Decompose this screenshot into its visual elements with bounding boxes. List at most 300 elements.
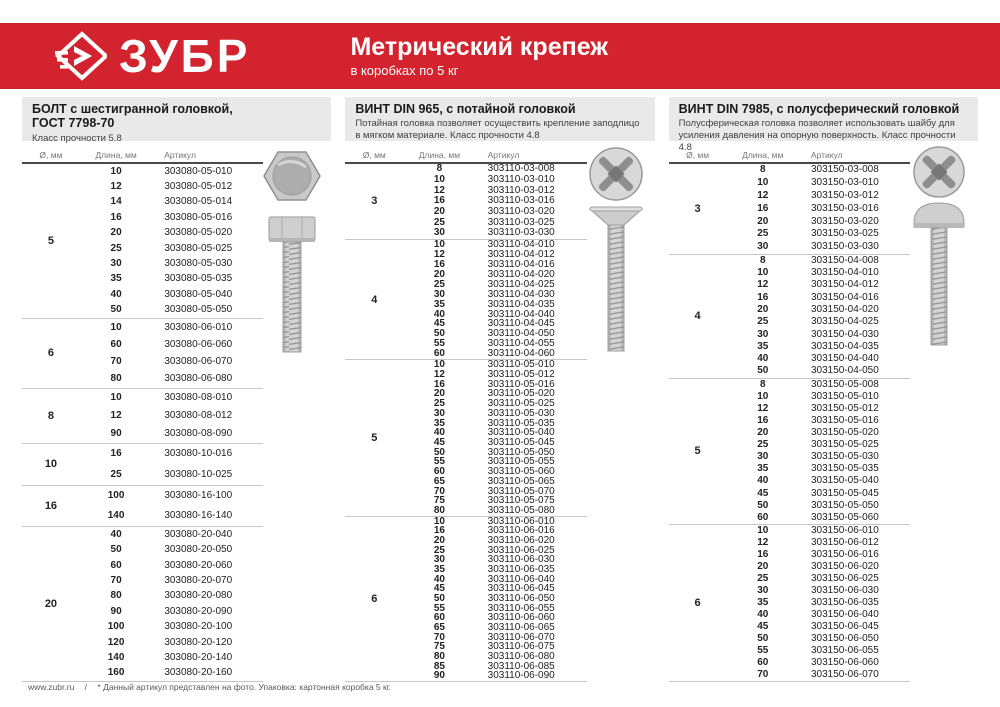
table-row: [403, 349, 586, 359]
length-value: 50: [433, 593, 445, 605]
article-value: 303150-05-012: [810, 402, 879, 414]
length-value: 35: [757, 340, 769, 352]
table-row: [727, 403, 910, 415]
diameter-value: 5: [47, 234, 54, 247]
table-row: [403, 228, 586, 239]
section-description: Класс прочности 5.8: [32, 132, 122, 144]
zubr-logo: [55, 31, 250, 81]
article-value: 303110-05-070: [487, 485, 555, 497]
length-value: 80: [433, 505, 445, 517]
article-value: 303080-05-012: [164, 181, 233, 193]
length-value: 40: [433, 308, 445, 320]
article-value: 303110-06-016: [487, 525, 555, 537]
length-value: 60: [110, 559, 122, 571]
article-value: 303110-04-010: [487, 238, 555, 250]
column-header-length: Длина, мм: [95, 149, 137, 160]
length-value: 25: [433, 216, 445, 228]
article-value: 303110-06-030: [487, 554, 555, 566]
table-row: [727, 537, 910, 549]
article-value: 303150-04-012: [810, 279, 879, 291]
table-row: [727, 177, 910, 190]
length-value: 8: [759, 378, 766, 390]
table-header-row: [669, 147, 910, 164]
length-value: 20: [757, 427, 769, 439]
length-value: 40: [110, 288, 122, 300]
article-value: 303110-05-055: [487, 456, 555, 468]
table-row: [80, 573, 263, 588]
length-value: 30: [433, 288, 445, 300]
article-value: 303110-04-012: [487, 248, 555, 260]
diameter-group-4: [345, 240, 586, 361]
article-value: 303150-06-050: [810, 632, 879, 644]
article-value: 303080-20-160: [164, 667, 233, 679]
table-row: [727, 463, 910, 475]
article-value: 303110-04-025: [487, 278, 555, 290]
table-row: [403, 506, 586, 516]
length-value: 140: [107, 651, 125, 663]
length-value: 75: [433, 495, 445, 507]
length-value: 10: [110, 391, 122, 403]
length-value: 45: [757, 620, 769, 632]
table-row: [727, 439, 910, 451]
section-screw-din-7985: [669, 97, 978, 682]
section-header: [345, 97, 654, 141]
table-row: [727, 500, 910, 512]
length-value: 16: [757, 414, 769, 426]
length-value: 10: [110, 321, 122, 333]
table-row: [727, 267, 910, 279]
table-header-row: [22, 147, 263, 164]
article-value: 303110-03-016: [487, 195, 555, 207]
article-value: 303080-16-100: [164, 489, 233, 501]
article-value: 303080-20-100: [164, 621, 233, 633]
table-row: [80, 319, 263, 336]
article-value: 303080-20-060: [164, 559, 233, 571]
length-value: 35: [433, 564, 445, 576]
length-value: 140: [107, 509, 125, 521]
length-value: 20: [757, 304, 769, 315]
length-value: 16: [433, 525, 445, 537]
article-value: 303150-04-020: [810, 304, 879, 315]
article-value: 303110-03-010: [487, 174, 555, 185]
table-row: [80, 506, 263, 526]
pan-head-screw-photo: [900, 145, 978, 357]
table-row: [727, 391, 910, 403]
table-row: [727, 657, 910, 669]
length-value: 50: [433, 446, 445, 458]
article-value: 303080-05-010: [164, 165, 233, 177]
length-value: 120: [107, 636, 125, 648]
article-value: 303150-06-020: [810, 560, 879, 572]
length-value: 10: [433, 174, 445, 185]
article-value: 303110-05-040: [487, 427, 555, 439]
table-row: [80, 353, 263, 370]
article-value: 303150-05-030: [810, 451, 879, 463]
article-value: 303150-04-050: [810, 365, 879, 377]
length-value: 55: [433, 456, 445, 468]
length-value: 20: [110, 227, 122, 239]
column-header-length: Длина, мм: [418, 149, 461, 160]
article-value: 303110-06-025: [487, 544, 555, 556]
table-row: [80, 407, 263, 425]
length-value: 8: [759, 254, 766, 266]
length-value: 35: [757, 596, 769, 608]
length-value: 80: [110, 590, 122, 602]
diameter-group-5: [22, 164, 263, 319]
section-description: Потайная головка позволяет осуществить крепление заподлицо в мягком материале. Класс прочности 4.8: [355, 118, 640, 142]
table-row: [80, 210, 263, 225]
table-row: [727, 621, 910, 633]
length-value: 25: [757, 439, 769, 451]
table-row: [727, 609, 910, 621]
column-header-article: Артикул: [810, 149, 843, 160]
column-header-diameter: Ø, мм: [362, 149, 386, 160]
article-value: 303080-20-070: [164, 574, 233, 586]
article-value: 303110-03-030: [487, 227, 555, 239]
article-value: 303110-06-035: [487, 564, 555, 576]
section-table: [345, 147, 586, 682]
length-value: 30: [757, 451, 769, 463]
article-value: 303150-06-060: [810, 656, 879, 668]
article-value: 303080-05-014: [164, 196, 233, 208]
table-row: [727, 365, 910, 377]
page-title: Метрический крепеж: [350, 32, 608, 61]
length-value: 40: [433, 427, 445, 439]
length-value: 70: [110, 355, 122, 367]
length-value: 20: [433, 388, 445, 400]
length-value: 20: [433, 206, 445, 218]
table-row: [80, 241, 263, 256]
length-value: 30: [757, 328, 769, 340]
diameter-group-6: [22, 319, 263, 389]
table-row: [80, 558, 263, 573]
table-body: [22, 164, 263, 682]
article-value: 303080-05-035: [164, 273, 233, 285]
article-value: 303150-06-025: [810, 572, 879, 584]
length-value: 12: [110, 410, 122, 421]
section-title: БОЛТ с шестигранной головкой, ГОСТ 7798-70: [32, 102, 233, 131]
article-value: 303080-08-090: [164, 428, 233, 440]
length-value: 25: [757, 572, 769, 584]
column-header-length: Длина, мм: [742, 149, 784, 160]
article-value: 303110-06-075: [487, 641, 555, 653]
length-value: 45: [433, 318, 445, 330]
article-value: 303110-06-010: [487, 515, 555, 527]
article-value: 303110-05-030: [487, 407, 555, 419]
article-value: 303110-04-030: [487, 288, 555, 300]
length-value: 70: [433, 631, 445, 643]
table-row: [80, 389, 263, 407]
table-row: [727, 585, 910, 597]
section-table: [22, 147, 263, 682]
column-header-article: Артикул: [487, 149, 520, 160]
footer-separator: /: [84, 682, 88, 692]
length-value: 60: [433, 348, 445, 360]
table-row: [727, 190, 910, 203]
site-url: www.zubr.ru: [28, 682, 75, 692]
article-value: 303110-05-060: [487, 466, 555, 478]
length-value: 10: [757, 267, 769, 279]
article-value: 303150-06-055: [810, 644, 879, 656]
table-row: [80, 226, 263, 241]
table-row: [80, 666, 263, 681]
length-value: 55: [757, 644, 769, 656]
length-value: 60: [757, 656, 769, 668]
article-value: 303150-04-030: [810, 328, 879, 340]
length-value: 50: [757, 365, 769, 377]
table-row: [80, 179, 263, 194]
length-value: 50: [433, 328, 445, 340]
page-subtitle: в коробках по 5 кг: [350, 63, 459, 79]
length-value: 100: [107, 621, 125, 633]
article-value: 303110-06-020: [487, 535, 555, 546]
article-value: 303110-05-010: [487, 359, 555, 371]
table-row: [727, 215, 910, 228]
length-value: 30: [757, 241, 769, 253]
length-value: 16: [757, 548, 769, 560]
article-value: 303150-03-020: [810, 215, 879, 227]
article-value: 303110-04-020: [487, 268, 555, 280]
article-value: 303110-05-025: [487, 398, 555, 410]
table-row: [727, 241, 910, 254]
table-row: [727, 633, 910, 645]
diameter-group-3: [345, 164, 586, 240]
length-value: 45: [757, 487, 769, 499]
article-value: 303110-03-020: [487, 206, 555, 218]
table-row: [727, 228, 910, 241]
footer-note: * Данный артикул представлен на фото. Упаковка: картонная коробка 5 кг.: [97, 682, 392, 692]
article-value: 303110-06-085: [487, 660, 555, 672]
article-value: 303110-06-080: [487, 651, 555, 663]
length-value: 45: [433, 583, 445, 595]
length-value: 35: [433, 417, 445, 429]
catalog-columns: [22, 97, 978, 682]
length-value: 16: [110, 448, 122, 460]
table-row: [80, 287, 263, 302]
article-value: 303150-06-035: [810, 596, 879, 608]
diameter-value: 6: [694, 596, 701, 609]
diameter-group-5: [669, 379, 910, 525]
article-value: 303150-06-070: [810, 668, 879, 680]
diameter-value: 16: [44, 499, 58, 512]
table-row: [80, 272, 263, 287]
article-value: 303150-04-040: [810, 353, 879, 365]
article-value: 303110-06-060: [487, 612, 555, 624]
article-value: 303110-04-045: [487, 318, 555, 330]
article-value: 303150-05-008: [810, 378, 879, 390]
table-row: [727, 328, 910, 340]
length-value: 30: [757, 584, 769, 596]
length-value: 60: [757, 511, 769, 523]
zubr-logo-icon: [55, 31, 107, 81]
length-value: 8: [436, 163, 443, 175]
article-value: 303080-10-016: [164, 448, 233, 460]
article-value: 303150-04-035: [810, 340, 879, 352]
length-value: 35: [757, 463, 769, 475]
diameter-value: 3: [371, 195, 378, 208]
article-value: 303110-06-045: [487, 583, 555, 595]
article-value: 303110-05-080: [487, 505, 555, 517]
length-value: 40: [110, 528, 122, 540]
diameter-value: 6: [47, 347, 54, 360]
article-value: 303080-05-030: [164, 258, 233, 270]
length-value: 60: [433, 612, 445, 624]
brand-name: ЗУБР: [119, 30, 251, 82]
length-value: 90: [110, 428, 122, 440]
length-value: 14: [110, 196, 122, 208]
table-row: [727, 561, 910, 573]
column-header-diameter: Ø, мм: [39, 149, 63, 160]
article-value: 303110-03-025: [487, 216, 555, 228]
article-value: 303080-05-050: [164, 304, 233, 316]
table-row: [80, 425, 263, 443]
article-value: 303150-06-010: [810, 524, 879, 536]
article-value: 303080-06-010: [164, 321, 233, 333]
table-row: [727, 597, 910, 609]
article-value: 303150-04-010: [810, 267, 879, 279]
article-value: 303150-06-030: [810, 584, 879, 596]
table-row: [727, 164, 910, 177]
article-value: 303150-03-012: [810, 190, 879, 202]
length-value: 12: [433, 184, 445, 196]
article-value: 303110-06-065: [487, 622, 555, 634]
table-row: [80, 303, 263, 318]
table-body: [669, 164, 910, 682]
diameter-value: 4: [371, 293, 378, 306]
length-value: 12: [757, 536, 769, 548]
diameter-group-10: [22, 444, 263, 485]
table-row: [727, 341, 910, 353]
length-value: 16: [757, 202, 769, 214]
length-value: 50: [757, 632, 769, 644]
table-row: [727, 202, 910, 215]
table-row: [727, 292, 910, 304]
section-header: [669, 97, 978, 154]
article-value: 303080-16-140: [164, 509, 233, 521]
section-title: ВИНТ DIN 7985, с полусферический головкой: [678, 102, 960, 116]
table-row: [80, 486, 263, 506]
article-value: 303150-05-060: [810, 511, 879, 523]
table-row: [727, 525, 910, 537]
article-value: 303080-05-040: [164, 288, 233, 300]
diameter-value: 5: [694, 445, 701, 458]
hex-bolt-photo: [253, 145, 331, 357]
countersunk-screw-photo: [577, 145, 655, 357]
table-row: [727, 645, 910, 657]
section-description: Полусферическая головка позволяет использовать шайбу для усиления давления на опорную поверхность. Класс прочности 4.8: [678, 118, 956, 154]
length-value: 50: [757, 499, 769, 511]
article-value: 303150-03-008: [810, 164, 879, 176]
article-value: 303150-05-020: [810, 427, 879, 439]
article-value: 303150-04-025: [810, 316, 879, 328]
table-row: [80, 256, 263, 271]
length-value: 20: [433, 268, 445, 280]
length-value: 35: [110, 273, 122, 285]
diameter-value: 4: [694, 310, 701, 323]
length-value: 10: [433, 359, 445, 371]
length-value: 20: [433, 535, 445, 546]
article-value: 303150-06-012: [810, 536, 879, 548]
length-value: 16: [757, 291, 769, 303]
length-value: 160: [107, 667, 125, 679]
diameter-group-16: [22, 486, 263, 527]
article-value: 303110-05-035: [487, 417, 555, 429]
section-table: [669, 147, 910, 682]
length-value: 10: [757, 524, 769, 536]
article-value: 303080-20-040: [164, 528, 233, 540]
length-value: 90: [433, 670, 445, 682]
length-value: 35: [433, 298, 445, 310]
length-value: 12: [433, 368, 445, 380]
diameter-group-20: [22, 527, 263, 682]
length-value: 70: [110, 574, 122, 586]
header-band: [0, 23, 1000, 89]
article-value: 303080-05-025: [164, 242, 233, 254]
table-row: [80, 336, 263, 353]
table-row: [80, 371, 263, 388]
section-header: [22, 97, 331, 144]
article-value: 303110-04-050: [487, 328, 555, 340]
length-value: 12: [757, 402, 769, 414]
length-value: 70: [757, 668, 769, 680]
article-value: 303110-06-090: [487, 670, 555, 682]
length-value: 75: [433, 641, 445, 653]
length-value: 12: [757, 279, 769, 291]
length-value: 40: [433, 573, 445, 585]
table-row: [727, 415, 910, 427]
table-row: [80, 604, 263, 619]
length-value: 60: [433, 466, 445, 478]
section-bolt-hex-gost-7798-70: [22, 97, 331, 682]
length-value: 40: [757, 475, 769, 487]
article-value: 303150-05-045: [810, 487, 879, 499]
article-value: 303080-20-050: [164, 544, 233, 556]
table-row: [80, 465, 263, 485]
length-value: 20: [757, 215, 769, 227]
length-value: 10: [110, 165, 122, 177]
article-value: 303150-06-040: [810, 608, 879, 620]
article-value: 303110-03-008: [487, 163, 555, 175]
length-value: 25: [433, 544, 445, 556]
article-value: 303080-06-060: [164, 338, 233, 350]
article-value: 303110-06-055: [487, 602, 555, 614]
length-value: 25: [757, 228, 769, 240]
table-row: [727, 255, 910, 267]
diameter-group-6: [669, 525, 910, 682]
article-value: 303080-10-025: [164, 468, 233, 480]
table-row: [727, 304, 910, 316]
article-value: 303150-06-045: [810, 620, 879, 632]
article-value: 303110-04-055: [487, 338, 555, 350]
length-value: 65: [433, 622, 445, 634]
article-value: 303110-05-075: [487, 495, 555, 507]
table-row: [727, 512, 910, 524]
length-value: 40: [757, 608, 769, 620]
article-value: 303110-05-065: [487, 475, 555, 487]
article-value: 303110-04-040: [487, 308, 555, 320]
article-value: 303150-05-010: [810, 390, 879, 402]
diameter-group-6: [345, 517, 586, 682]
article-value: 303110-03-012: [487, 184, 555, 196]
table-row: [80, 195, 263, 210]
length-value: 55: [433, 602, 445, 614]
table-row: [80, 164, 263, 179]
table-row: [727, 549, 910, 561]
table-row: [403, 175, 586, 186]
article-value: 303150-05-025: [810, 439, 879, 451]
length-value: 10: [433, 238, 445, 250]
length-value: 12: [110, 181, 122, 193]
